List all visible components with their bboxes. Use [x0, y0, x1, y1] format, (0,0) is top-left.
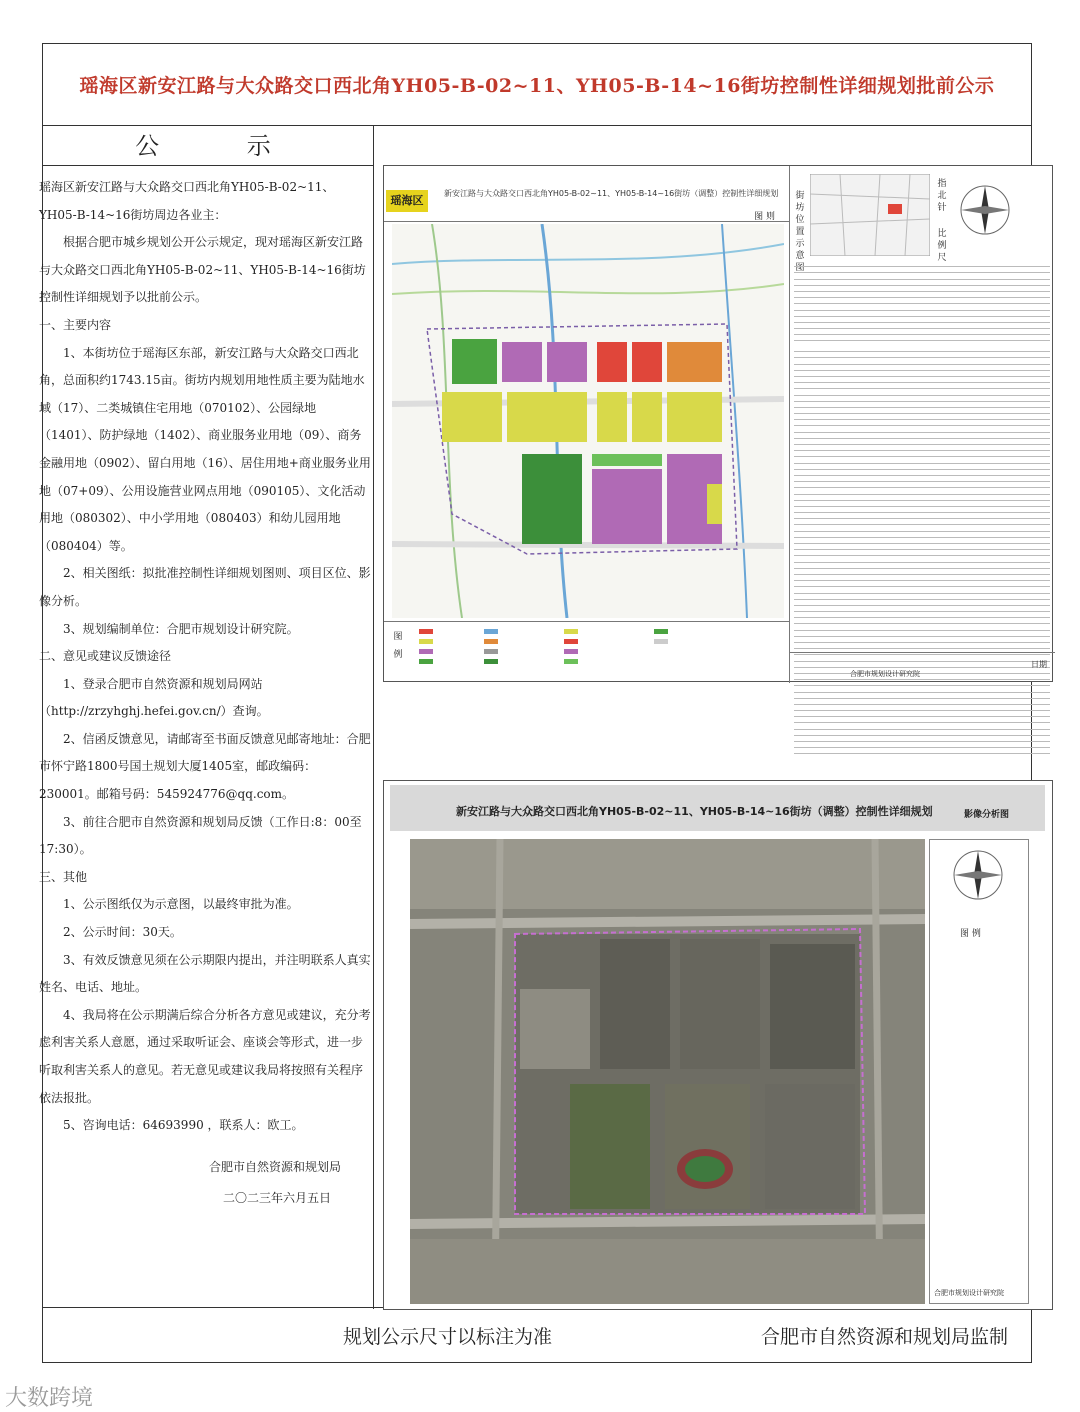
- satellite-image: [410, 839, 925, 1304]
- aerial-institute: 合肥市规划设计研究院: [934, 1289, 1004, 1297]
- watermark: 大数跨境: [5, 1386, 94, 1411]
- notice-date: 二〇二三年六月五日: [222, 1191, 331, 1206]
- north-arrow-label: 指北针: [937, 179, 947, 213]
- plan-legend-label: 图 例: [393, 632, 403, 660]
- notice-body: [39, 174, 371, 1213]
- district-badge: 瑶海区: [386, 190, 428, 212]
- legend-swatches: [414, 625, 774, 679]
- aerial-sheet-title: 新安江路与大众路交口西北角YH05-B-02~11、YH05-B-14~16街坊（调整）控制性详细规划: [456, 805, 933, 818]
- notice-item: 1、登录合肥市自然资源和规划局网站（http://zrzyhghj.hefei.gov.cn/）查询。: [39, 676, 269, 719]
- scale-label: 比例尺: [937, 229, 947, 263]
- notice-column: [39, 126, 374, 1309]
- notice-item: 2、相关图纸：拟批准控制性详细规划图则、项目区位、影像分析。: [39, 566, 371, 608]
- notice-item: 3、规划编制单位：合肥市规划设计研究院。: [63, 621, 299, 636]
- page-title: 瑶海区新安江路与大众路交口西北角YH05-B-02~11、YH05-B-14~16街坊控制性详细规划批前公示: [43, 44, 1031, 126]
- location-map: [810, 174, 930, 256]
- notice-item: 3、前往合肥市自然资源和规划局反馈（工作日:8：00至17:30）。: [39, 814, 362, 857]
- aerial-sheet-type: 影像分析图: [964, 810, 1010, 820]
- footer-supervisor: 合肥市自然资源和规划局监制: [761, 1326, 1009, 1348]
- title-block: [790, 652, 1055, 682]
- notice-item: 2、公示时间：30天。: [63, 925, 182, 940]
- plan-drawing-sheet: [383, 165, 1053, 682]
- footer-left-note: 规划公示尺寸以标注为准: [343, 1326, 553, 1348]
- aerial-north-arrow-icon: [948, 845, 1008, 905]
- plan-sheet-sidebar: [789, 166, 1054, 683]
- notice-item: 4、我局将在公示期满后综合分析各方意见或建议，充分考虑利害关系人意愿，通过采取听证会、座谈会等形式，进一步听取利害关系人的意见。若无意见或建议我局将按照有关程序依法报批。: [39, 1007, 371, 1105]
- plan-institute: 合肥市规划设计研究院: [850, 670, 920, 678]
- notice-item: 2、信函反馈意见，请邮寄至书面反馈意见邮寄地址：合肥市怀宁路1800号国土规划大厦1405室，邮政编码：230001。邮箱号码：545924776@qq.com。: [39, 731, 371, 802]
- plan-sheet-type: 图 则: [754, 212, 775, 222]
- north-arrow-icon: [955, 180, 1015, 240]
- notice-intro: 根据合肥市城乡规划公开公示规定，现对瑶海区新安江路与大众路交口西北角YH05-B-02~11、YH05-B-14~16街坊控制性详细规划予以批前公示。: [39, 235, 366, 305]
- plan-date-label: 日期: [1031, 660, 1047, 669]
- footer-bar: [43, 1307, 1031, 1362]
- aerial-analysis-sheet: [383, 780, 1053, 1310]
- indicator-table: [794, 261, 1050, 341]
- parcel-control-table: [794, 346, 1050, 754]
- plan-sheet-header: [384, 166, 789, 222]
- notice-item: 3、有效反馈意见须在公示期限内提出，并注明联系人真实姓名、电话、地址。: [39, 952, 371, 995]
- notice-item: 5、咨询电话：64693990 ，联系人：欧工。: [63, 1118, 304, 1133]
- aerial-legend-label: 图 例: [960, 929, 981, 939]
- section-heading-2: 二、意见或建议反馈途径: [39, 649, 172, 664]
- plan-legend: [384, 621, 789, 681]
- notice-addressee: 瑶海区新安江路与大众路交口西北角YH05-B-02~11、YH05-B-14~16街坊周边各业主：: [39, 180, 335, 222]
- section-heading-1: 一、主要内容: [39, 317, 112, 332]
- plan-sheet-title: 新安江路与大众路交口西北角YH05-B-02~11、YH05-B-14~16街坊（调整）控制性详细规划: [444, 189, 779, 198]
- notice-item: 1、公示图纸仅为示意图，以最终审批为准。: [63, 897, 299, 912]
- section-heading-3: 三、其他: [39, 869, 88, 884]
- notice-heading: 公 示: [43, 126, 373, 166]
- land-use-plan-map: [392, 224, 784, 618]
- notice-signer: 合肥市自然资源和规划局: [208, 1159, 341, 1174]
- location-label: 街坊位置示意图: [795, 191, 805, 273]
- aerial-sheet-header: [390, 785, 1045, 831]
- notice-item: 1、本街坊位于瑶海区东部，新安江路与大众路交口西北角，总面积约1743.15亩。街坊内规划用地性质主要为陆地水域（17）、二类城镇住宅用地（070102）、公园绿地（1401）、防护绿地（1402）、商业服务业用地（09）、商务金融用地（0902）、留白用地（16）、居住用地+商业服务业用地（07+09）、公用设施营业网点用地（090105）、文化活动用地（080302）、中小学用地（080403）和幼儿园用地（080404）等。: [39, 345, 371, 553]
- aerial-legend-panel: [929, 839, 1029, 1304]
